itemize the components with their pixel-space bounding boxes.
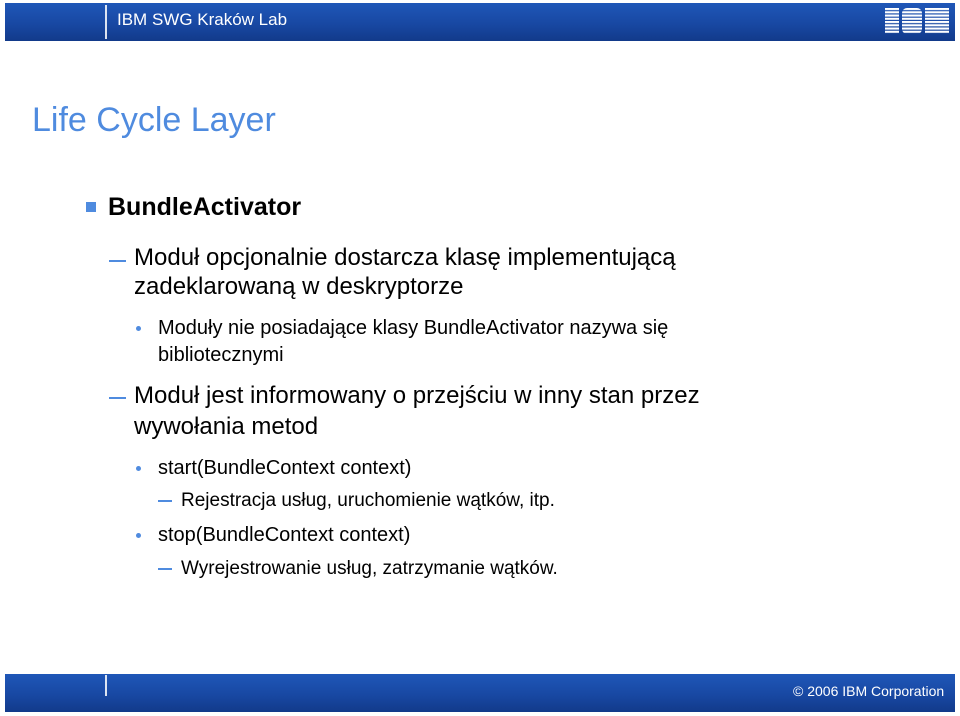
header-title: IBM SWG Kraków Lab bbox=[117, 10, 288, 29]
list-item: Rejestracja usług, uruchomienie wątków, itp. bbox=[181, 490, 555, 511]
dot-bullet-icon bbox=[136, 533, 141, 538]
list-item-continuation: wywołania metod bbox=[134, 413, 319, 440]
footer-divider bbox=[105, 675, 107, 696]
list-item: Moduł opcjonalnie dostarcza klasę implementującą bbox=[134, 244, 676, 271]
dash-bullet-icon bbox=[109, 397, 126, 399]
list-item: Moduły nie posiadające klasy BundleActivator nazywa się bbox=[158, 317, 669, 339]
list-item-continuation: bibliotecznymi bbox=[158, 344, 284, 366]
dash-bullet-icon bbox=[109, 260, 126, 262]
list-item-continuation: zadeklarowaną w deskryptorze bbox=[134, 273, 464, 300]
slide-title: Life Cycle Layer bbox=[32, 101, 276, 139]
dash-bullet-icon bbox=[158, 500, 172, 502]
header-divider bbox=[105, 5, 107, 39]
bullet-heading: BundleActivator bbox=[108, 193, 302, 221]
dash-bullet-icon bbox=[158, 568, 172, 570]
list-item: Moduł jest informowany o przejściu w inny stan przez bbox=[134, 382, 700, 409]
dot-bullet-icon bbox=[136, 326, 141, 331]
list-item: Wyrejestrowanie usług, zatrzymanie wątków. bbox=[181, 558, 558, 579]
list-item: stop(BundleContext context) bbox=[158, 524, 411, 546]
ibm-logo-icon bbox=[885, 8, 949, 34]
square-bullet-icon bbox=[86, 202, 96, 212]
list-item: start(BundleContext context) bbox=[158, 457, 412, 479]
dot-bullet-icon bbox=[136, 466, 141, 471]
copyright-text: © 2006 IBM Corporation bbox=[793, 683, 945, 699]
